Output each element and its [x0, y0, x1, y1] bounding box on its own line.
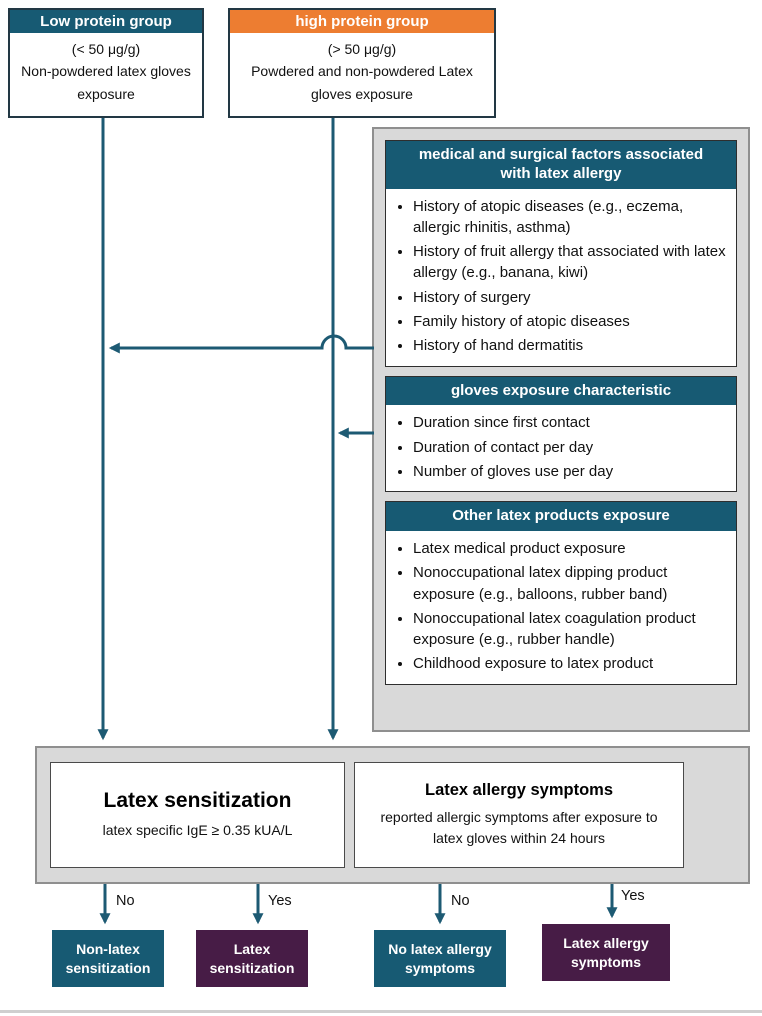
high-protein-group-box — [228, 8, 496, 118]
factor-item: • History of fruit allergy that associated with latex allergy (e.g., banana, kiwi) — [413, 241, 730, 284]
other-latex-products-header: Other latex products exposure — [386, 502, 736, 531]
outcome-panel — [35, 746, 750, 884]
low-protein-group-box — [8, 8, 204, 118]
other-latex-products-box — [385, 501, 737, 685]
factor-item: • History of hand dermatitis — [413, 335, 730, 356]
gloves-exposure-list — [386, 412, 730, 482]
branch-label-yes-sensitization: Yes — [268, 893, 292, 909]
latex-sensitization-criteria: latex specific IgE ≥ 0.35 kUA/L — [102, 822, 293, 838]
other-latex-products-list — [386, 538, 730, 675]
questionnaire-factors-panel — [372, 127, 750, 732]
bottom-divider — [0, 1010, 762, 1013]
factor-item: • History of atopic diseases (e.g., eczema, allergic rhinitis, asthma) — [413, 196, 730, 239]
factor-item: • Family history of atopic diseases — [413, 311, 730, 332]
factor-item: • Nonoccupational latex coagulation product exposure (e.g., rubber handle) — [413, 608, 730, 651]
high-protein-group-body — [230, 33, 494, 110]
latex-allergy-symptoms-box — [354, 762, 684, 868]
factor-item: • Latex medical product exposure — [413, 538, 730, 559]
latex-allergy-symptoms-title: Latex allergy symptoms — [425, 781, 613, 799]
high-protein-threshold: (> 50 μg/g) — [327, 41, 397, 57]
latex-sensitization-title: Latex sensitization — [103, 789, 292, 812]
branch-label-no-symptoms: No — [451, 893, 470, 909]
branch-label-yes-symptoms: Yes — [621, 888, 645, 904]
factor-item: • Duration of contact per day — [413, 437, 730, 458]
factor-item: • History of surgery — [413, 287, 730, 308]
result-non-latex-sensitization: Non-latex sensitization — [52, 930, 164, 987]
factor-item: • Childhood exposure to latex product — [413, 653, 730, 674]
low-protein-group-header: Low protein group — [10, 10, 202, 33]
latex-sensitization-box — [50, 762, 345, 868]
result-no-latex-allergy-symptoms: No latex allergy symptoms — [374, 930, 506, 987]
factor-item: • Number of gloves use per day — [413, 461, 730, 482]
gloves-exposure-header: gloves exposure characteristic — [386, 377, 736, 406]
result-latex-sensitization: Latex sensitization — [196, 930, 308, 987]
factor-item: • Nonoccupational latex dipping product exposure (e.g., balloons, rubber band) — [413, 562, 730, 605]
low-protein-group-body — [10, 33, 202, 110]
result-latex-allergy-symptoms: Latex allergy symptoms — [542, 924, 670, 981]
branch-label-no-sensitization: No — [116, 893, 135, 909]
low-protein-description: Non-powdered latex gloves exposure — [21, 63, 191, 102]
low-protein-threshold: (< 50 μg/g) — [71, 41, 141, 57]
gloves-exposure-box — [385, 376, 737, 493]
medical-surgical-factors-list — [386, 196, 730, 357]
factor-item: • Duration since first contact — [413, 412, 730, 433]
high-protein-group-header: high protein group — [230, 10, 494, 33]
medical-surgical-factors-box — [385, 140, 737, 367]
medical-surgical-factors-header: medical and surgical factors associated with latex allergy — [386, 141, 736, 189]
high-protein-description: Powdered and non-powdered Latex gloves exposure — [251, 63, 473, 102]
arrow-medical-factors-to-low-line — [111, 336, 374, 348]
latex-allergy-symptoms-criteria: reported allergic symptoms after exposure to latex gloves within 24 hours — [380, 809, 658, 846]
